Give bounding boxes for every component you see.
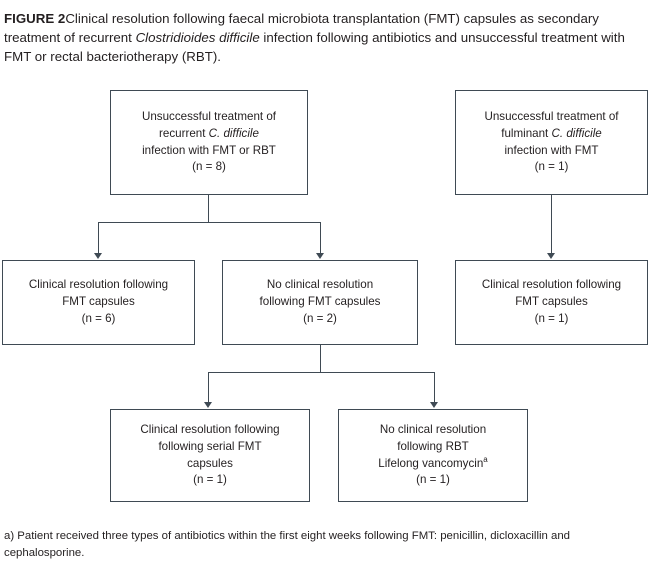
node-line-2: following FMT capsules xyxy=(259,295,381,309)
node-line-4: (n = 1) xyxy=(193,473,227,487)
footnote-marker: a xyxy=(483,454,488,464)
node-line-3: infection with FMT xyxy=(504,143,599,157)
arrow-to-resolution-1 xyxy=(547,253,555,259)
arrow-to-rbt-vancomycin xyxy=(430,402,438,408)
caption-text-part2: infection following antibiotics and unsuccessful treatment with FMT or rectal bacteriotherapy (RBT). xyxy=(4,29,625,64)
connector-drop-box1-right xyxy=(320,222,321,254)
node-line-1: No clinical resolution xyxy=(266,278,374,292)
node-line-2: FMT capsules xyxy=(62,295,135,309)
node-line-2-italic: C. difficile xyxy=(208,126,259,140)
connector-stem-box2 xyxy=(551,195,552,254)
node-no-resolution-fmt-capsules-2 xyxy=(222,260,418,345)
node-line-1: Unsuccessful treatment of xyxy=(484,109,619,123)
node-line-2: following RBT xyxy=(397,439,469,453)
node-resolution-serial-fmt xyxy=(110,409,310,502)
node-line-2-italic: C. difficile xyxy=(551,126,602,140)
node-unsuccessful-fulminant xyxy=(455,90,648,195)
node-resolution-fmt-capsules-1 xyxy=(455,260,648,345)
node-line-3: capsules xyxy=(187,456,233,470)
node-line-1: No clinical resolution xyxy=(379,422,487,436)
connector-drop-box4-left xyxy=(208,372,209,403)
caption-text-part1: Clinical resolution following faecal microbiota transplantation (FMT) capsules as secondary treatment of recurrent xyxy=(4,11,599,45)
figure-number: FIGURE 2 xyxy=(4,11,66,26)
node-line-3-text: Lifelong vancomycin xyxy=(378,456,484,470)
node-line-1: Unsuccessful treatment of xyxy=(141,109,277,123)
connector-stem-box1 xyxy=(208,195,209,222)
node-resolution-fmt-capsules-6 xyxy=(2,260,195,345)
node-line-4: (n = 1) xyxy=(416,473,450,487)
node-line-1: Clinical resolution following xyxy=(28,278,169,292)
arrow-to-no-resolution-2 xyxy=(316,253,324,259)
connector-drop-box4-right xyxy=(434,372,435,403)
node-line-2-text: fulminant xyxy=(501,126,552,140)
node-line-2 xyxy=(501,126,602,143)
connector-stem-box4 xyxy=(320,345,321,372)
node-line-2: following serial FMT xyxy=(158,439,262,453)
node-line-4: (n = 1) xyxy=(534,160,569,174)
arrow-to-serial-fmt xyxy=(204,402,212,408)
figure-footnote: a) Patient received three types of antibiotics within the first eight weeks following FMT: penicillin, dicloxacillin and cephalosporine. xyxy=(4,530,571,559)
node-no-resolution-rbt-vancomycin xyxy=(338,409,528,502)
node-line-2 xyxy=(159,126,259,143)
connector-drop-box1-left xyxy=(98,222,99,254)
flow-diagram xyxy=(0,82,650,522)
node-line-3: (n = 1) xyxy=(534,311,569,325)
node-line-2: FMT capsules xyxy=(515,295,588,309)
node-line-3 xyxy=(378,456,488,473)
node-line-4: (n = 8) xyxy=(192,160,226,174)
figure-caption xyxy=(0,0,650,67)
arrow-to-resolution-6 xyxy=(94,253,102,259)
node-line-3: (n = 6) xyxy=(81,311,116,325)
node-unsuccessful-recurrent xyxy=(110,90,308,195)
node-line-3: (n = 2) xyxy=(303,311,337,325)
node-line-1: Clinical resolution following xyxy=(140,422,280,436)
caption-organism-name: Clostridioides difficile xyxy=(135,29,260,45)
node-line-3: infection with FMT or RBT xyxy=(142,143,276,157)
node-line-2-text: recurrent xyxy=(159,126,209,140)
connector-split-box4 xyxy=(208,372,434,373)
connector-split-box1 xyxy=(98,222,320,223)
node-line-1: Clinical resolution following xyxy=(481,278,622,292)
